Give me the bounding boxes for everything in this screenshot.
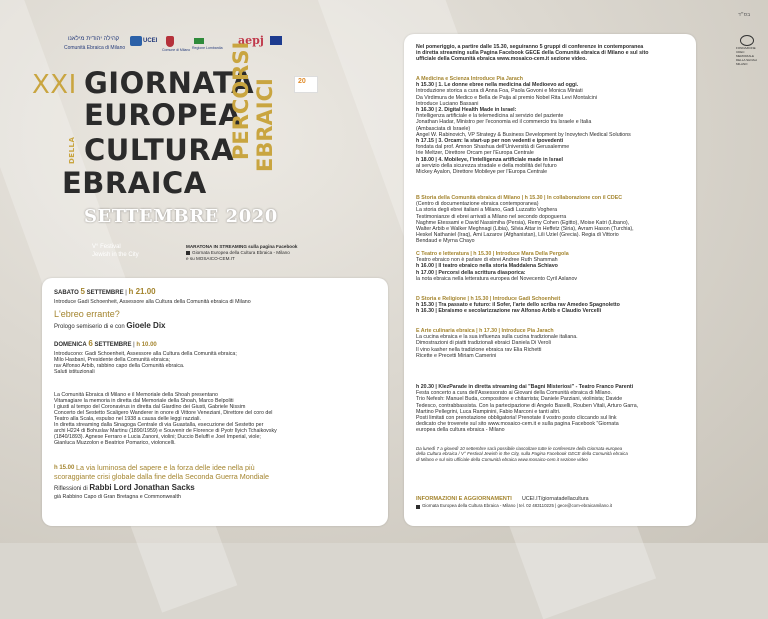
sectionA-line: l'intelligenza artificiale e la telemedicina al servizio del paziente bbox=[416, 113, 564, 120]
side-logo-line: FONDAZIONE bbox=[736, 46, 756, 50]
facebook-icon bbox=[416, 505, 420, 509]
sunday-para-line: La Comunità Ebraica di Milano e il Memoriale della Shoah presentano bbox=[54, 392, 219, 398]
saturday-suffix: SETTEMBRE bbox=[86, 290, 124, 296]
milan-shield-icon bbox=[166, 36, 174, 47]
side-logo-line: DELLA SHOAH bbox=[736, 58, 757, 62]
evening-line: Festa concerto a cura dell'Assessorato ai Giovani della Comunità ebraica di Milano. bbox=[416, 390, 612, 397]
hebrew-community-logo: קהילה יהודית מילאנו bbox=[68, 36, 120, 42]
evening-line: Martino Pellegrini, Luca Rampinini, Fabio Marconi e tanti altri. bbox=[416, 408, 561, 415]
sectionA-line: h 16.30 | 2. Digital Health Made in Israel: bbox=[416, 107, 517, 113]
sectionE-line: Il vino kasher nella tradizione ebraica rav Elia Richetti bbox=[416, 346, 542, 353]
sectionA-line: al servizio della sicurezza stradale e della mobilità del futuro bbox=[416, 162, 557, 169]
sectionC-line: Teatro ebraico non è parlare di ebrei Andree Ruth Shammah bbox=[416, 257, 558, 264]
evening-line: europea della cultura ebraica - Milano bbox=[416, 427, 505, 434]
sunday-para-line: Vitamagiare la memoria in diretta dal Memoriale della Shoah, Marco Belpoliti bbox=[54, 398, 234, 404]
afternoon-intro-line: in diretta streaming sulla Pagina Facebook GECE della Comunità ebraica di Milano e sul sito bbox=[416, 50, 649, 56]
sunday-talk-time: h 15.00 bbox=[54, 465, 75, 471]
sectionD-line: h 15.30 | Tra passato e futuro: il Sofer, l'arte dello scriba rav Amedeo Spagnoletto bbox=[416, 302, 620, 309]
sectionE-line: La cucina ebraica e la sua influenza sulla cucina tradizionale italiana. bbox=[416, 334, 578, 341]
top-right-hebrew: בס״ד bbox=[738, 12, 751, 18]
sunday-line: Introducono: Gadi Schoenheit, Assessore alla Cultura della Comunità ebraica; bbox=[54, 351, 237, 357]
sectionA-line: Irie Meltzer, Direttore Orcam per l'Europa Centrale bbox=[416, 150, 534, 157]
performer-name: Gioele Dix bbox=[126, 321, 166, 330]
sectionD-line: D Storia e Religione | h 15.30 | Introduce Gadi Schoenheit bbox=[416, 296, 561, 302]
title-della: DELLA bbox=[68, 136, 76, 164]
sectionB-line: Heskel Nathaniel (Iraq), Ami Lazarov (Afghanistan), Lili Uziel (Grecia). Regia di Vittorio bbox=[416, 232, 619, 239]
evening-line: Posti limitati con prenotazione obbligatoria! Prenotate il vostro posto cliccando sul link bbox=[416, 415, 617, 421]
right-program-card bbox=[404, 34, 696, 526]
ucei-logo-text: UCEI bbox=[143, 38, 158, 44]
speaker-name: Rabbi Lord Jonathan Sacks bbox=[89, 483, 195, 492]
side-logo-line: MILANO bbox=[736, 62, 748, 66]
sunday-para-line: In diretta streaming dalla Sinagoga Centrale di via Guastalla, esecuzione del Sestetto per bbox=[54, 422, 264, 428]
sectionA-line: A Medicina e Scienza Introduce Pia Jarach bbox=[416, 76, 523, 82]
sectionD-line: h 16.30 | Ebraismo e secolarizzazione rav Alfonso Arbib e Claudio Vercelli bbox=[416, 308, 602, 315]
sectionB-line: (Centro di documentazione ebraica contemporanea) bbox=[416, 201, 539, 208]
sunday-line: rav Alfonso Arbib, rabbino capo della Comunità ebraica. bbox=[54, 363, 185, 369]
festival-line: V° Festival bbox=[92, 244, 121, 250]
sectionB-line: Testimonianze di ebrei arrivati a Milano nel secondo dopoguerra bbox=[416, 213, 567, 220]
aepj-logo: aepj bbox=[238, 34, 264, 47]
evening-line: Tedesco, contrabbassista. Con la partecipazione di Angelo Baselli, Rouben Vitali, Arturo Garra, bbox=[416, 402, 639, 409]
sectionA-line: Jonathan Hadar, Ministro per l'economia ed il commercio tra Israele e Italia bbox=[416, 119, 592, 126]
saturday-date: SABATO 5 SETTEMBRE | h 21.00 bbox=[54, 287, 156, 296]
title-date: SETTEMBRE 2020 bbox=[84, 206, 278, 227]
sectionB-line: B Storia della Comunità ebraica di Milano | h 15.30 | In collaborazione con il CDEC bbox=[416, 195, 623, 201]
anniversary-number: 20 bbox=[298, 78, 306, 85]
community-logo-text: Comunità Ebraica di Milano bbox=[64, 45, 126, 51]
saturday-intro: Introduce Gadi Schoenheit, Assessore alla Cultura della Comunità ebraica di Milano bbox=[54, 299, 251, 305]
sunday-para-line: I giusti al tempo del Coronavirus in diretta dal Giardino dei Giusti, Gabriele Nissim bbox=[54, 404, 246, 410]
sectionC-line: h 16.00 | Il teatro ebraico nella storia Maddalena Schiavo bbox=[416, 263, 558, 270]
lombardia-icon bbox=[194, 38, 204, 44]
evening-line: Trio Nefesh: Manuel Buda, compositore e chitarrista; Daniele Parziani, violinista; Davide bbox=[416, 396, 623, 403]
title-line-giornata: GIORNATA bbox=[84, 66, 255, 100]
sectionC-line: h 17.00 | Percorsi della scrittura diasporica: bbox=[416, 269, 526, 276]
speaker-role: già Rabbino Capo di Gran Bretagna e Commonwealth bbox=[54, 494, 181, 500]
title-line-ebraica: EBRAICA bbox=[62, 166, 207, 200]
sectionB-line: La storia degli ebrei italiani a Milano, Gadi Luzzatto Voghera bbox=[416, 207, 558, 214]
sunday-reflection bbox=[54, 484, 195, 493]
note-line: della Cultura ebraica / V° Festival Jewish in the City, sulla Pagina Facebook GECE della Comunità ebraica bbox=[416, 451, 628, 457]
sectionA-line: h 15.30 | 1. Le donne ebree nella medicina dal Medioevo ad oggi. bbox=[416, 82, 579, 89]
sectionB-line: Walter Arbib e Walker Meghnagi (Libia), Silvia Attar in Heffetz (Siria), Avram Hason (Turchia), bbox=[416, 226, 634, 232]
sectionE-line: E Arte culinaria ebraica | h 17.30 | Introduce Pia Jarach bbox=[416, 328, 554, 334]
sectionA-line: fondata dal prof. Amnon Shashua dell'Università di Gerusalemme bbox=[416, 144, 570, 151]
memoriale-logo-icon bbox=[740, 35, 754, 46]
sunday-para-line: Concerto del Sestetto Scaligero Wanderer in onore di Vittore Veneziani, Direttore del coro del bbox=[54, 410, 273, 416]
sectionA-line: h 17.15 | 3. Orcam: la start-up per non vedenti e ipovedenti bbox=[416, 138, 564, 144]
saturday-event-title: L'ebreo errante? bbox=[54, 309, 120, 319]
sectionC-line: la nota ebraica nella letteratura europea del Novecento Cyril Aslanov bbox=[416, 275, 578, 282]
sectionB-line: Naghme Etessami e David Nassimiha (Persia), Remy Cohen (Egitto), Moise Katri (Libano), bbox=[416, 219, 630, 226]
sectionA-line: h 18.00 | 4. Mobileye, l'intelligenza artificiale made in Israel bbox=[416, 156, 563, 163]
sectionA-line: (Ambasciata di Israele) bbox=[416, 125, 471, 132]
sunday-para-line: Gianluca Muzzolon e Beatrice Pomarico, violoncelli. bbox=[54, 440, 176, 446]
sunday-para-line: archi H224 di Bohuslav Martinu (1890/1959) e Souvenir de Florence di Pyotr Ilyich Tchaikovsky bbox=[54, 428, 277, 434]
sectionA-line: Introduzione storica a cura di Anna Foa, Paola Govoni e Monica Miniati bbox=[416, 88, 583, 95]
side-logo-line: CDEC bbox=[736, 50, 745, 54]
comune-logo-text: Comune di Milano bbox=[162, 48, 191, 52]
info-title: INFORMAZIONI E AGGIORNAMENTI bbox=[416, 496, 512, 502]
eu-flag-icon bbox=[270, 36, 282, 45]
streaming-line: MARATONA IN STREAMING sulla pagina Facebook bbox=[186, 244, 298, 249]
title-vertical-ebraici: EBRAICI bbox=[253, 78, 277, 172]
sunday-line: Milo Hasbani, Presidente della Comunità ebraica; bbox=[54, 357, 171, 363]
sectionB-line: Bendaud e Myrna Chayo bbox=[416, 238, 475, 245]
sunday-time: h 10.00 bbox=[136, 342, 157, 348]
note-line: Da lunedì 7 a giovedì 10 settembre sarà possibile riascoltare tutte le conferenze della Giornata europea bbox=[416, 446, 623, 451]
saturday-prefix: SABATO bbox=[54, 290, 79, 296]
afternoon-intro-line: Nel pomeriggio, a partire dalle 15.30, seguiranno 5 gruppi di conferenze in contemporanea bbox=[416, 44, 644, 50]
sub-prefix: Prologo semiserio di e con bbox=[54, 324, 125, 330]
saturday-number: 5 bbox=[80, 287, 85, 296]
streaming-line: e su MOSAICO-CEM.IT bbox=[186, 256, 235, 261]
sunday-para-line: Teatro alla Scala, espulso nel 1938 a causa delle leggi razziali. bbox=[54, 416, 201, 422]
side-logo-line: MEMORIALE bbox=[736, 54, 755, 58]
sunday-date: DOMENICA 6 SETTEMBRE | h 10.00 bbox=[54, 339, 157, 348]
left-program-card bbox=[42, 278, 388, 526]
sunday-number: 6 bbox=[88, 339, 93, 348]
saturday-event-sub bbox=[54, 322, 166, 331]
title-vertical-percorsi: PERCORSI bbox=[229, 41, 253, 160]
afternoon-intro-line: ufficiale della Comunità ebraica www.mosaico-cem.it sezione video. bbox=[416, 56, 587, 62]
evening-line: h 20.30 | KlezParade in diretta streaming dai "Bagni Misteriosi" - Teatro Franco Parenti bbox=[416, 384, 634, 390]
reflection-prefix: Riflessioni di bbox=[54, 486, 88, 492]
saturday-time: h 21.00 bbox=[128, 287, 156, 296]
edition-number: XXI bbox=[32, 70, 77, 100]
sunday-talk-title: La via luminosa del sapere e la forza delle idee nella più bbox=[76, 463, 255, 472]
sunday-line: Saluti istituzionali bbox=[54, 369, 95, 375]
info-contacts: Giornata Europea della Cultura Ebraica - Milano | tel. 02 483110225 | gece@com-ebraicamilano.it bbox=[422, 503, 612, 508]
sectionA-line: Angel W. Rabinovich, VP Strategy & Business Development by Inovytech Medical Solutions bbox=[416, 131, 631, 138]
anniversary-badge bbox=[294, 76, 318, 93]
note-line: di Milano e sul sito ufficiale della Comunità ebraica www.mosaico-cem.it sezione video bbox=[416, 456, 588, 462]
sectionE-line: Dimostrazioni di piatti tradizionali ebraici Daniela Di Veroli bbox=[416, 340, 551, 347]
sectionC-line: C Teatro e letteratura | h 15.30 | Introduce Mara Della Pergola bbox=[416, 251, 569, 257]
festival-line: Jewish in the City bbox=[92, 252, 139, 258]
sunday-prefix: DOMENICA bbox=[54, 342, 87, 348]
sectionA-line: Introduce Luciano Bassani bbox=[416, 100, 479, 107]
sectionA-line: Da Virdimura de Medico e Bella de Paija al premio Nobel Rita Levi Montalcini bbox=[416, 94, 597, 101]
sunday-para-line: (1840/1893). Agnese Ferraro e Lucia Zanoni, violini; Duccio Beluffi e Joel Imperial, viole; bbox=[54, 434, 261, 440]
sectionA-line: Mickey Ayalon, Direttore Mobileye per l'Europa Centrale bbox=[416, 169, 548, 175]
streaming-line: Giornata Europea della Cultura Ebraica - Milano bbox=[192, 250, 290, 255]
facebook-icon bbox=[186, 251, 190, 255]
sunday-talk-title: scoraggiante crisi globale dalla fine della Seconda Guerra Mondiale bbox=[54, 472, 269, 481]
sectionE-line: Ricette e Precetti Miriam Camerini bbox=[416, 352, 497, 359]
sunday-suffix: SETTEMBRE bbox=[94, 342, 132, 348]
evening-line: dedicato che troverete sul sito www.mosaico-cem.it e sulla pagina Facebook "Giornata bbox=[416, 421, 619, 428]
lombardia-logo-text: Regione Lombardia bbox=[192, 46, 223, 50]
ucei-icon bbox=[130, 36, 142, 46]
title-line-europea: EUROPEA bbox=[84, 98, 242, 132]
title-line-cultura: CULTURA bbox=[84, 133, 235, 167]
info-link[interactable]: UCEI.IT/giornatadellacultura bbox=[522, 496, 589, 502]
